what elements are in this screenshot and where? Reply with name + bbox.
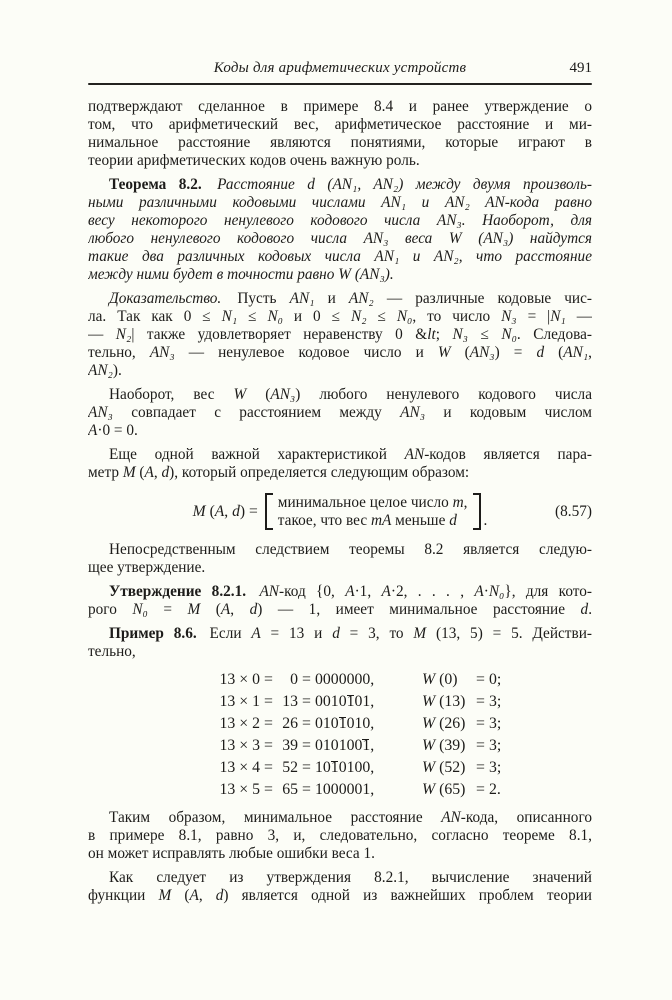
text-line: Еще одной важной характеристикой AN-кодов является пара-	[109, 446, 592, 464]
equation-cell: 0010101,	[315, 693, 375, 711]
formula-period: .	[483, 512, 488, 530]
equation-cell: W (52)	[422, 759, 466, 777]
equation-cell: =	[264, 759, 273, 777]
equation-cell: =	[302, 715, 311, 733]
equation-cell: =	[264, 693, 273, 711]
equation-cell: 0;	[489, 671, 502, 689]
equation-cell: W (26)	[422, 715, 466, 733]
text-line: Теорема 8.2. Расстояние d (AN₁, AN₂) между двумя произволь-	[109, 176, 592, 194]
equation-cell: 26	[282, 715, 298, 733]
equation-cell: =	[302, 693, 311, 711]
equation-cell: 0101001,	[315, 737, 375, 755]
equation-cell: 13 × 0	[219, 671, 260, 689]
text-line: AN₃ совпадает с расстоянием между AN₃ и кодовым числом	[88, 404, 592, 422]
text-line: Непосредственным следствием теоремы 8.2 является следую-	[109, 541, 592, 559]
equation-cell: 0101010,	[315, 715, 375, 733]
equation-cell: =	[476, 693, 485, 711]
equation-cell: 3;	[489, 759, 502, 777]
text-line: Наоборот, вес W (AN₃) любого ненулевого кодового числа	[109, 386, 592, 404]
formula-line-1: минимальное целое число m,	[277, 494, 468, 512]
equation-cell: 13 × 2	[219, 715, 260, 733]
equation-cell: 13	[282, 693, 298, 711]
text-line: теории арифметических кодов очень важную роль.	[88, 152, 420, 170]
text-line: между ними будет в точности равно W (AN₃).	[88, 266, 394, 284]
equation-cell: 1010100,	[315, 759, 375, 777]
header-rule	[88, 83, 592, 85]
equation-cell: 13 × 5	[219, 781, 260, 799]
intro-paragraph	[88, 98, 592, 170]
equation-cell: =	[302, 671, 311, 689]
equation-cell: 3;	[489, 693, 502, 711]
page-number: 491	[569, 60, 592, 76]
text-line: тельно,	[88, 643, 136, 661]
equation-cell: 1000001,	[315, 781, 375, 799]
equation-cell: 0000000,	[315, 671, 375, 689]
equation-row	[214, 779, 592, 801]
text-line: щее утверждение.	[88, 559, 206, 577]
equation-cell: 13 × 1	[219, 693, 260, 711]
equation-cell: =	[264, 671, 273, 689]
text-line: функции M (A, d) является одной из важнейших проблем теории	[88, 887, 592, 905]
equation-row	[214, 713, 592, 735]
equation-cell: =	[302, 737, 311, 755]
running-head-title: Коды для арифметических устройств	[213, 60, 467, 76]
text-line: он может исправлять любые ошибки веса 1.	[88, 845, 375, 863]
equation-cell: =	[476, 759, 485, 777]
bracket-left	[265, 493, 273, 530]
text-line: Таким образом, минимальное расстояние AN-кода, описанного	[109, 809, 592, 827]
equation-row	[214, 757, 592, 779]
text-line: весу некоторого ненулевого кодового числа AN₃. Наоборот, для	[88, 212, 592, 230]
equation-cell: 0	[290, 671, 298, 689]
text-line: в примере 8.1, равно 3, и, следовательно, согласно теореме 8.1,	[88, 827, 592, 845]
equation-cell: =	[302, 759, 311, 777]
equation-cell: =	[476, 671, 485, 689]
equation-cell: 65	[282, 781, 298, 799]
equation-row	[214, 669, 592, 691]
equation-row	[214, 735, 592, 757]
equation-cell: =	[264, 715, 273, 733]
text-line: ными различными кодовыми числами AN₁ и AN₂ AN-кода равно	[88, 194, 592, 212]
converse-paragraph	[88, 386, 592, 440]
text-line: ла. Так как 0 ≤ N₁ ≤ N₀ и 0 ≤ N₂ ≤ N₀, то число N₃ = |N₁ —	[88, 308, 592, 326]
text-line: A·0 = 0.	[88, 422, 138, 440]
text-line: рого N₀ = M (A, d) — 1, имеет минимальное расстояние d.	[88, 601, 592, 619]
text-line: такие два различных кодовых числа AN₁ и AN₂, что расстояние	[88, 248, 592, 266]
closing-paragraph	[88, 869, 592, 905]
equation-cell: =	[264, 737, 273, 755]
text-line: AN₂).	[88, 362, 122, 380]
running-head	[88, 60, 592, 80]
conclusion-paragraph	[88, 809, 592, 863]
equation-cell: W (39)	[422, 737, 466, 755]
equation-cell: W (0)	[422, 671, 458, 689]
text-line: Как следует из утверждения 8.2.1, вычисление значений	[109, 869, 592, 887]
theorem-8-2	[88, 176, 592, 284]
equation-cell: =	[476, 781, 485, 799]
bracket-right	[473, 493, 481, 530]
text-body-bottom	[88, 809, 592, 905]
formula-lhs: M (A, d) =	[192, 502, 258, 520]
example-8-6-paragraph	[88, 625, 592, 661]
text-line: том, что арифметический вес, арифметическое расстояние и ми-	[88, 116, 592, 134]
equation-number: (8.57)	[555, 502, 592, 520]
equation-8-57	[88, 493, 592, 530]
equation-cell: =	[302, 781, 311, 799]
text-line: Доказательство. Пусть AN₁ и AN₂ — различные кодовые чис-	[109, 290, 592, 308]
equation-cell: W (13)	[422, 693, 466, 711]
equation-cell: 3;	[489, 715, 502, 733]
text-line: тельно, AN₃ — ненулевое кодовое число и W (AN₃) = d (AN₁,	[88, 344, 592, 362]
text-body-top	[88, 98, 592, 482]
formula-line-2: такое, что вес mA меньше d	[277, 511, 457, 529]
equation-cell: =	[264, 781, 273, 799]
text-line: метр M (A, d), который определяется следующим образом:	[88, 464, 470, 482]
formula-stack	[273, 493, 473, 530]
text-line: Пример 8.6. Если A = 13 и d = 3, то M (13, 5) = 5. Действи-	[109, 625, 592, 643]
equation-cell: 52	[282, 759, 298, 777]
text-line: — N₂| также удовлетворяет неравенству 0 &lt; N₃ ≤ N₀. Следова-	[88, 326, 592, 344]
equation-cell: 13 × 4	[219, 759, 260, 777]
example-equations	[214, 669, 592, 801]
equation-cell: 13 × 3	[219, 737, 260, 755]
parameter-paragraph	[88, 446, 592, 482]
corollary-intro-paragraph	[88, 541, 592, 577]
proof-paragraph	[88, 290, 592, 380]
statement-8-2-1	[88, 583, 592, 619]
equation-cell: =	[476, 737, 485, 755]
equation-cell: 2.	[489, 781, 501, 799]
text-line: любого ненулевого кодового числа AN₃ веса W (AN₃) найдутся	[88, 230, 592, 248]
text-line: Утверждение 8.2.1. AN-код {0, A·1, A·2, . . . , A·N₀}, для кото-	[109, 583, 592, 601]
equation-cell: =	[476, 715, 485, 733]
text-line: нимальное расстояние являются понятиями, которые играют в	[88, 134, 592, 152]
text-line: подтверждают сделанное в примере 8.4 и ранее утверждение о	[88, 98, 592, 116]
equation-cell: W (65)	[422, 781, 466, 799]
equation-cell: 3;	[489, 737, 502, 755]
text-body-mid	[88, 541, 592, 661]
equation-cell: 39	[282, 737, 298, 755]
equation-row	[214, 691, 592, 713]
page-content	[88, 0, 592, 905]
